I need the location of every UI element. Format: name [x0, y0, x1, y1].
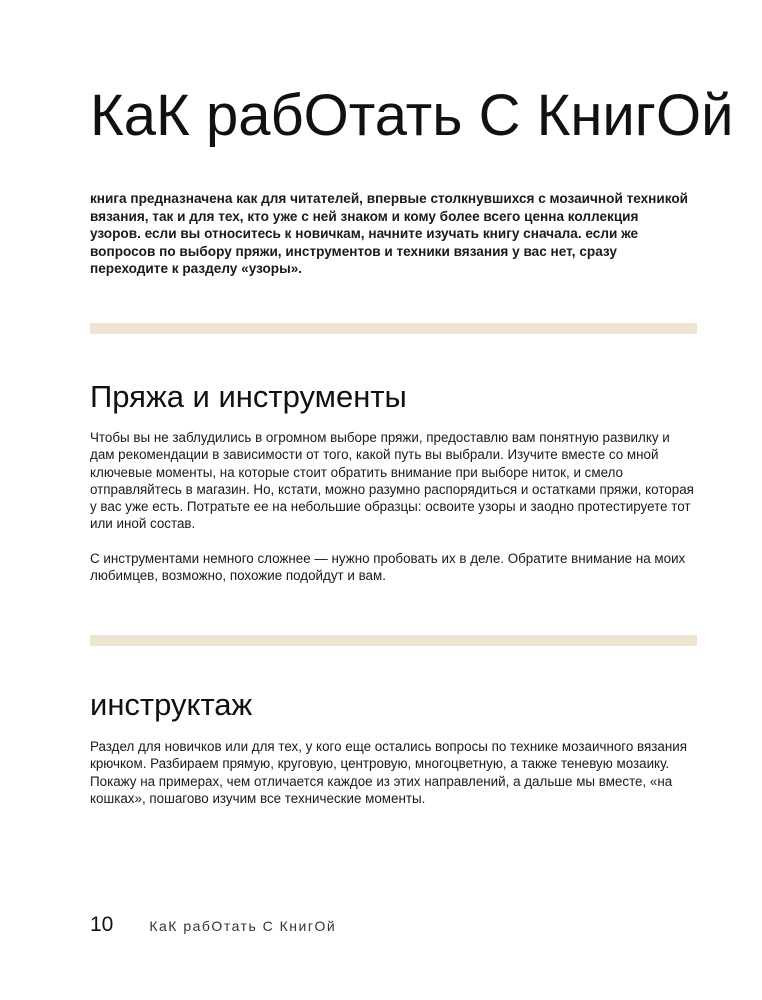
- section-divider: [90, 635, 697, 646]
- page-number: 10: [90, 913, 114, 936]
- section-title-yarn-tools: Пряжа и инструменты: [90, 379, 407, 414]
- yarn-tools-paragraph-2: С инструментами немного сложнее — нужно пробовать их в деле. Обратите внимание на моих любимцев, возможно, похожие подойдут и вам.: [90, 551, 686, 584]
- running-title: КаК рабОтать С КнигОй: [149, 918, 337, 934]
- yarn-tools-paragraph-1: Чтобы вы не заблудились в огромном выборе пряжи, предоставлю вам понятную развилку и дам рекомендации в зависимости от того, какой путь вы выбрали. Изучите вместе со мной ключевые моменты, на которые стоит обратить внимание при выборе ниток, и смело отправляйтесь в магазин. Но, кстати, можно разумно распорядиться и остатками пряжи, которая у вас уже есть. Потратьте ее на небольшие образцы: освоите узоры и заодно протестируете тот или иной состав.: [90, 430, 694, 532]
- page-footer: [90, 913, 336, 937]
- section-title-instruction: инструктаж: [90, 687, 253, 722]
- instruction-paragraph: Раздел для новичков или для тех, у кого еще остались вопросы по технике мозаичного вязания крючком. Разбираем прямую, круговую, центровую, многоцветную, а также теневую мозаику. Покажу на примерах, чем отличается каждое из этих направлений, а дальше мы вместе, «на кошках», пошагово изучим все технические моменты.: [90, 739, 687, 806]
- section-divider: [90, 323, 697, 334]
- intro-paragraph: книга предназначена как для читателей, впервые столкнувшихся с мозаичной техникой вязания, так и для тех, кто уже с ней знаком и кому более всего ценна коллекция узоров. если вы относитесь к новичкам, начните изучать книгу сначала. если же вопросов по выбору пряжи, инструментов и техники вязания у вас нет, сразу переходите к разделу «узоры».: [90, 191, 689, 276]
- page-title: КаК рабОтать С КнигОй: [90, 83, 734, 148]
